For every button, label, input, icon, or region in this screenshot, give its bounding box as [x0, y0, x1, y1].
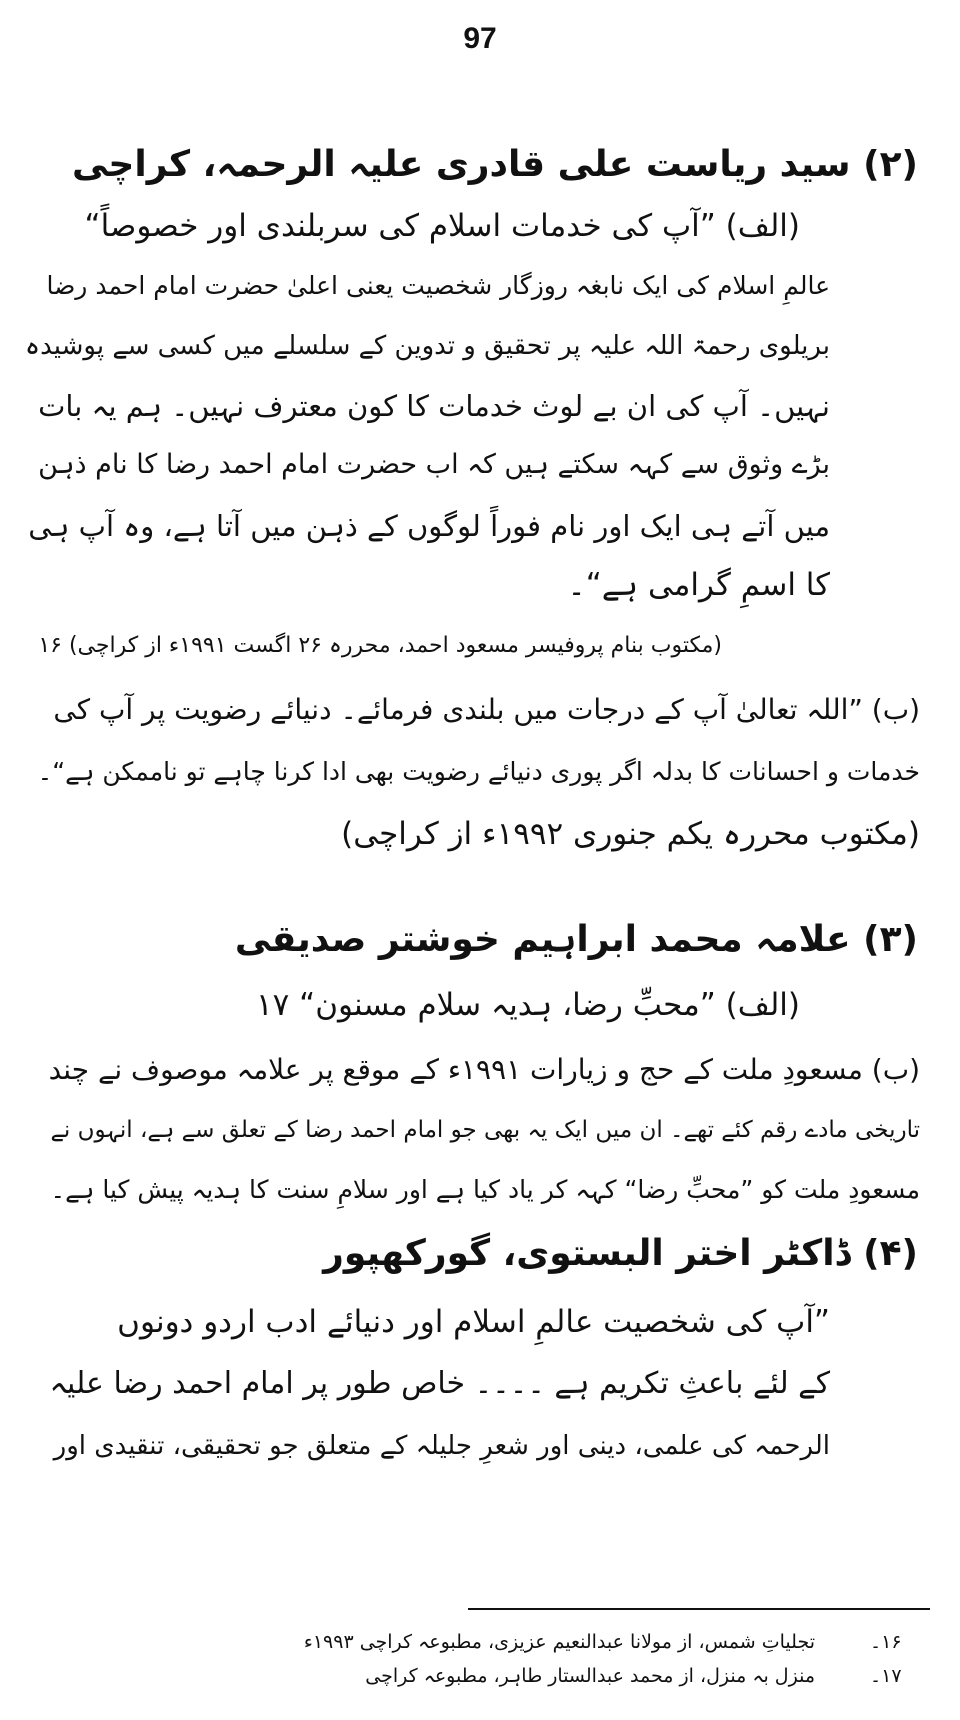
quote-line: بڑے وثوق سے کہہ سکتے ہیں کہ اب حضرت امام احمد رضا کا نام ذہن	[38, 449, 830, 480]
footnote-text: منزل بہ منزل، از محمد عبدالستار طاہر، مطبوعہ کراچی	[365, 1665, 815, 1687]
footnote-number: ۱۷۔	[870, 1665, 902, 1687]
quote-line: (الف) ”آپ کی خدمات اسلام کی سربلندی اور خصوصاً“	[84, 208, 800, 244]
quote-line: الرحمہ کی علمی، دینی اور شعرِ جلیلہ کے متعلق جو تحقیقی، تنقیدی اور	[53, 1431, 830, 1461]
body-line: مسعودِ ملت کو ”محبِّ رضا“ کہہ کر یاد کیا ہے اور سلامِ سنت کا ہدیہ پیش کیا ہے۔	[50, 1175, 920, 1204]
page-number: 97	[463, 22, 497, 55]
body-line: خدمات و احسانات کا بدلہ اگر پوری دنیائے رضویت بھی ادا کرنا چاہے تو ناممکن ہے“۔	[37, 757, 920, 786]
quote-line: ”آپ کی شخصیت عالمِ اسلام اور دنیائے ادب اردو دونوں	[117, 1304, 830, 1340]
footnote-text: تجلیاتِ شمس، از مولانا عبدالنعیم عزیزی، مطبوعہ کراچی ۱۹۹۳ء	[303, 1631, 815, 1653]
citation-line: (مکتوب محررہ یکم جنوری ۱۹۹۲ء از کراچی)	[341, 816, 920, 852]
section-heading-3: (۳) علامہ محمد ابراہیم خوشتر صدیقی	[234, 919, 918, 960]
quote-line: کے لئے باعثِ تکریم ہے ۔۔۔۔ خاص طور پر امام احمد رضا علیہ	[49, 1366, 830, 1401]
quote-line: میں آتے ہی ایک اور نام فوراً لوگوں کے ذہن میں آتا ہے، وہ آپ ہی	[28, 509, 830, 543]
citation-line: (مکتوب بنام پروفیسر مسعود احمد، محررہ ۲۶ اگست ۱۹۹۱ء از کراچی) ۱۶	[38, 633, 722, 658]
body-line: (ب) ”اللہ تعالیٰ آپ کے درجات میں بلندی فرمائے۔ دنیائے رضویت پر آپ کی	[53, 693, 920, 726]
quote-line: کا اسمِ گرامی ہے“۔	[567, 567, 830, 603]
body-line: (ب) مسعودِ ملت کے حج و زیارات ۱۹۹۱ء کے موقع پر علامہ موصوف نے چند	[48, 1053, 920, 1086]
quote-line: نہیں۔ آپ کی ان بے لوث خدمات کا کون معترف نہیں۔ ہم یہ بات	[38, 389, 830, 423]
section-heading-4: (۴) ڈاکٹر اختر البستوی، گورکھپور	[323, 1233, 918, 1274]
quote-line: بریلوی رحمۃ اللہ علیہ پر تحقیق و تدوین کے سلسلے میں کسی سے پوشیدہ	[24, 331, 830, 361]
body-line: تاریخی مادے رقم کئے تھے۔ ان میں ایک یہ بھی جو امام احمد رضا کے تعلق سے ہے، انہوں نے	[50, 1117, 920, 1143]
section-heading-2: (۲) سید ریاست علی قادری علیہ الرحمہ، کراچی	[72, 144, 918, 185]
footnote-number: ۱۶۔	[870, 1631, 902, 1653]
footnote-divider	[468, 1608, 930, 1610]
body-line: (الف) ”محبِّ رضا، ہدیہ سلام مسنون“ ۱۷	[256, 987, 800, 1023]
quote-line: عالمِ اسلام کی ایک نابغہ روزگار شخصیت یعنی اعلیٰ حضرت امام احمد رضا	[46, 271, 830, 300]
